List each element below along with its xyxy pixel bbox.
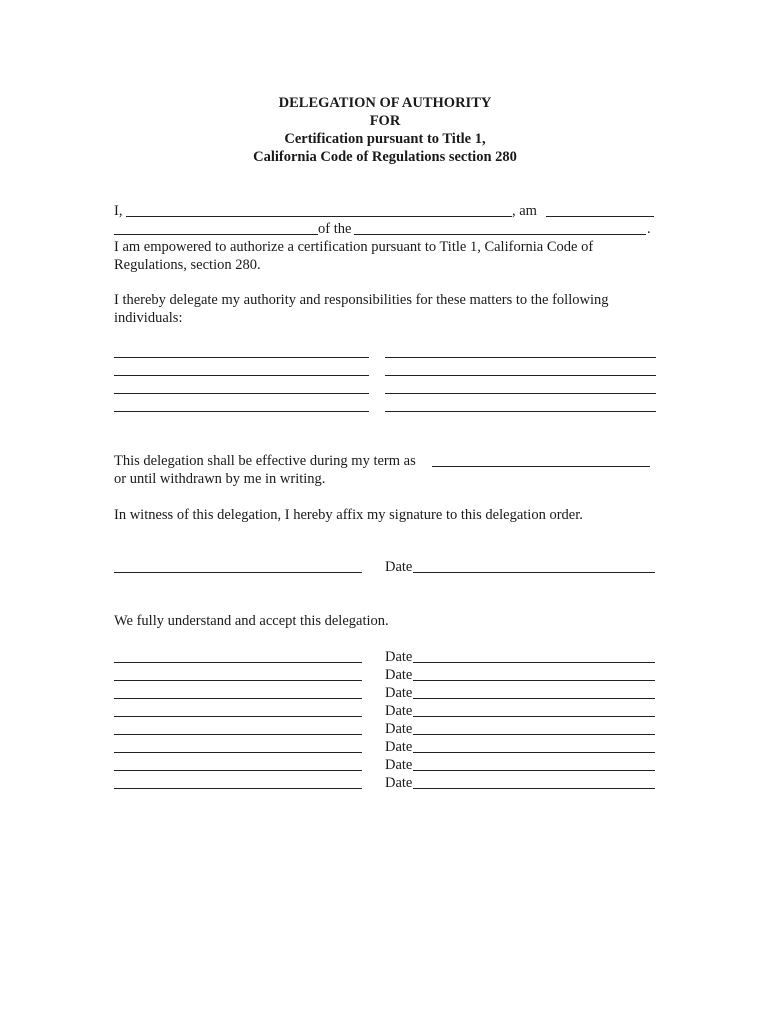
term-line-1: This delegation shall be effective during my term as: [114, 453, 416, 469]
empowered-line-2: Regulations, section 280.: [114, 257, 261, 273]
title-field[interactable]: [546, 216, 654, 217]
acceptance-date-field-5[interactable]: [413, 734, 655, 735]
intro-period: .: [647, 221, 651, 237]
acceptance-date-label-6: Date: [385, 739, 413, 755]
intro-am-label: , am: [512, 203, 537, 219]
individual-field-7[interactable]: [114, 411, 369, 412]
acceptance-signature-field-4[interactable]: [114, 716, 362, 717]
position-field[interactable]: [114, 234, 318, 235]
acceptance-date-label-8: Date: [385, 775, 413, 791]
acceptance-date-label-3: Date: [385, 685, 413, 701]
acceptance-signature-field-8[interactable]: [114, 788, 362, 789]
term-field[interactable]: [432, 466, 650, 467]
intro-of-the-label: of the: [318, 221, 352, 237]
term-line-2: or until withdrawn by me in writing.: [114, 471, 326, 487]
acceptance-date-label-4: Date: [385, 703, 413, 719]
individual-field-6[interactable]: [385, 393, 656, 394]
acceptance-date-field-2[interactable]: [413, 680, 655, 681]
individual-field-4[interactable]: [385, 375, 656, 376]
acceptance-date-field-6[interactable]: [413, 752, 655, 753]
acceptance-date-label-5: Date: [385, 721, 413, 737]
acceptance-date-field-1[interactable]: [413, 662, 655, 663]
delegator-date-field[interactable]: [413, 572, 655, 573]
title-line-2: FOR: [369, 113, 401, 129]
title-line-1: DELEGATION OF AUTHORITY: [278, 95, 492, 111]
acceptance-date-label-2: Date: [385, 667, 413, 683]
acceptance-date-field-7[interactable]: [413, 770, 655, 771]
acceptance-date-field-3[interactable]: [413, 698, 655, 699]
individual-field-3[interactable]: [114, 375, 369, 376]
delegate-line-2: individuals:: [114, 310, 183, 326]
acceptance-signature-field-7[interactable]: [114, 770, 362, 771]
acceptance-date-field-8[interactable]: [413, 788, 655, 789]
acceptance-date-label-1: Date: [385, 649, 413, 665]
witness-text: In witness of this delegation, I hereby affix my signature to this delegation order.: [114, 507, 583, 523]
acceptance-signature-field-5[interactable]: [114, 734, 362, 735]
acceptance-signature-field-6[interactable]: [114, 752, 362, 753]
delegate-line-1: I thereby delegate my authority and responsibilities for these matters to the following: [114, 292, 609, 308]
name-field[interactable]: [126, 216, 512, 217]
individual-field-2[interactable]: [385, 357, 656, 358]
individual-field-1[interactable]: [114, 357, 369, 358]
title-line-3: Certification pursuant to Title 1,: [284, 131, 486, 147]
organization-field[interactable]: [354, 234, 646, 235]
delegator-signature-field[interactable]: [114, 572, 362, 573]
acceptance-signature-field-1[interactable]: [114, 662, 362, 663]
individual-field-8[interactable]: [385, 411, 656, 412]
empowered-line-1: I am empowered to authorize a certification pursuant to Title 1, California Code of: [114, 239, 594, 255]
individual-field-5[interactable]: [114, 393, 369, 394]
acceptance-text: We fully understand and accept this delegation.: [114, 613, 389, 629]
acceptance-signature-field-2[interactable]: [114, 680, 362, 681]
acceptance-date-label-7: Date: [385, 757, 413, 773]
acceptance-date-field-4[interactable]: [413, 716, 655, 717]
acceptance-signature-field-3[interactable]: [114, 698, 362, 699]
intro-i-label: I,: [114, 203, 123, 219]
title-line-4: California Code of Regulations section 280: [253, 149, 517, 165]
delegator-date-label: Date: [385, 559, 413, 575]
